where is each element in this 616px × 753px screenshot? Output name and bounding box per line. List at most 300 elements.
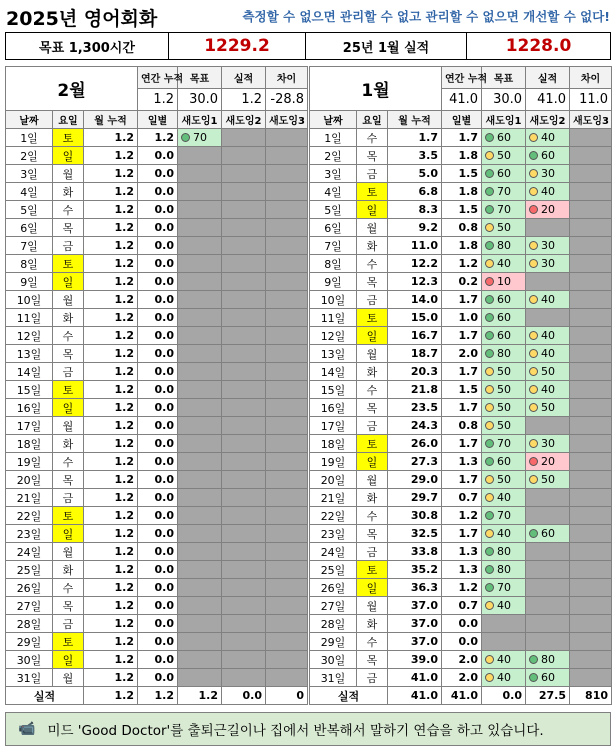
daily-hours-cell: 1.7 — [442, 291, 482, 309]
table-row — [6, 615, 308, 633]
weekday-cell: 목 — [357, 147, 388, 165]
weekday-cell: 수 — [357, 507, 388, 525]
shadowing2-cell — [222, 345, 266, 363]
date-cell: 29일 — [6, 633, 53, 651]
score-indicator-icon — [485, 457, 494, 466]
shadowing2-cell — [222, 669, 266, 687]
score-value: 50 — [497, 149, 512, 162]
shadowing1-cell — [178, 435, 222, 453]
shadowing3-cell — [266, 147, 308, 165]
shadowing2-cell — [526, 453, 570, 471]
shadowing2-cell — [222, 273, 266, 291]
score-indicator-icon — [485, 367, 494, 376]
monthly-cumulative-cell: 29.0 — [388, 471, 442, 489]
shadowing3-cell — [266, 345, 308, 363]
weekday-cell: 일 — [357, 327, 388, 345]
weekday-cell: 수 — [53, 579, 84, 597]
table-row — [310, 525, 612, 543]
daily-hours-cell: 1.2 — [442, 255, 482, 273]
score-value: 40 — [497, 527, 512, 540]
date-cell: 15일 — [6, 381, 53, 399]
monthly-cumulative-cell: 1.2 — [84, 453, 138, 471]
shadowing2-cell — [526, 291, 570, 309]
score-indicator-icon — [485, 655, 494, 664]
weekday-cell: 화 — [53, 183, 84, 201]
monthly-cumulative-cell: 20.3 — [388, 363, 442, 381]
date-cell: 9일 — [6, 273, 53, 291]
shadowing1-cell — [178, 201, 222, 219]
weekday-cell: 금 — [53, 237, 84, 255]
shadowing2-cell — [222, 543, 266, 561]
shadowing3-cell — [266, 129, 308, 147]
total-row — [310, 687, 612, 705]
table-row — [310, 147, 612, 165]
monthly-cumulative-cell: 1.2 — [84, 291, 138, 309]
date-cell: 14일 — [310, 363, 357, 381]
monthly-cumulative-cell: 3.5 — [388, 147, 442, 165]
column-header: 새도잉1 — [178, 111, 222, 129]
daily-hours-cell: 0.0 — [138, 579, 178, 597]
daily-hours-cell: 0.0 — [138, 597, 178, 615]
shadowing2-cell — [222, 237, 266, 255]
shadowing3-cell — [570, 543, 612, 561]
shadowing3-cell — [266, 561, 308, 579]
daily-hours-cell: 0.0 — [138, 345, 178, 363]
shadowing1-cell — [482, 507, 526, 525]
score-value: 40 — [541, 185, 556, 198]
table-row — [6, 237, 308, 255]
date-cell: 27일 — [6, 597, 53, 615]
shadowing2-cell — [526, 273, 570, 291]
date-cell: 8일 — [310, 255, 357, 273]
score-value: 50 — [497, 401, 512, 414]
score-indicator-icon — [485, 385, 494, 394]
daily-hours-cell: 0.8 — [442, 417, 482, 435]
table-row — [6, 291, 308, 309]
weekday-cell: 토 — [357, 561, 388, 579]
daily-hours-cell: 0.0 — [138, 525, 178, 543]
date-cell: 31일 — [310, 669, 357, 687]
score-indicator-icon — [529, 241, 538, 250]
table-row — [310, 309, 612, 327]
summary-label: 차이 — [570, 67, 612, 89]
shadowing3-cell — [570, 129, 612, 147]
date-cell: 19일 — [6, 453, 53, 471]
score-value: 30 — [541, 257, 556, 270]
shadowing1-cell — [482, 633, 526, 651]
column-header: 일별 — [442, 111, 482, 129]
shadowing2-cell — [222, 417, 266, 435]
shadowing2-cell — [526, 489, 570, 507]
score-indicator-icon — [485, 583, 494, 592]
score-indicator-icon — [181, 133, 190, 142]
weekday-cell: 토 — [53, 129, 84, 147]
score-indicator-icon — [485, 529, 494, 538]
score-indicator-icon — [485, 169, 494, 178]
weekday-cell: 월 — [53, 669, 84, 687]
score-value: 50 — [497, 419, 512, 432]
table-row — [310, 633, 612, 651]
score-value: 50 — [541, 401, 556, 414]
shadowing2-cell — [526, 345, 570, 363]
shadowing1-cell — [178, 399, 222, 417]
score-indicator-icon — [485, 313, 494, 322]
table-row — [6, 579, 308, 597]
column-header: 날짜 — [310, 111, 357, 129]
monthly-cumulative-cell: 15.0 — [388, 309, 442, 327]
shadowing3-cell — [570, 417, 612, 435]
daily-hours-cell: 2.0 — [442, 345, 482, 363]
month-title: 2월 — [6, 67, 138, 111]
shadowing3-cell — [266, 417, 308, 435]
date-cell: 25일 — [6, 561, 53, 579]
shadowing2-cell — [222, 291, 266, 309]
score-indicator-icon — [485, 151, 494, 160]
score-value: 60 — [541, 671, 556, 684]
score-indicator-icon — [485, 673, 494, 682]
shadowing2-cell — [222, 399, 266, 417]
table-row — [310, 363, 612, 381]
shadowing3-cell — [266, 435, 308, 453]
shadowing2-cell — [526, 525, 570, 543]
monthly-cumulative-cell: 1.2 — [84, 273, 138, 291]
column-header: 요일 — [53, 111, 84, 129]
summary-label: 목표 — [482, 67, 526, 89]
shadowing2-cell — [222, 309, 266, 327]
table-row — [6, 417, 308, 435]
daily-hours-cell: 0.0 — [442, 615, 482, 633]
shadowing2-cell — [526, 147, 570, 165]
table-row — [6, 255, 308, 273]
date-cell: 3일 — [310, 165, 357, 183]
score-indicator-icon — [529, 475, 538, 484]
score-indicator-icon — [529, 403, 538, 412]
shadowing1-cell — [482, 435, 526, 453]
shadowing3-cell — [570, 183, 612, 201]
score-indicator-icon — [485, 493, 494, 502]
shadowing3-cell — [266, 363, 308, 381]
daily-hours-cell: 1.7 — [442, 399, 482, 417]
weekday-cell: 월 — [357, 597, 388, 615]
weekday-cell: 토 — [53, 507, 84, 525]
shadowing3-cell — [266, 453, 308, 471]
weekday-cell: 금 — [53, 489, 84, 507]
daily-hours-cell: 0.0 — [442, 633, 482, 651]
score-value: 10 — [497, 275, 512, 288]
monthly-cumulative-cell: 30.8 — [388, 507, 442, 525]
shadowing2-cell — [222, 435, 266, 453]
score-value: 50 — [541, 365, 556, 378]
daily-hours-cell: 1.8 — [442, 147, 482, 165]
weekday-cell: 일 — [53, 525, 84, 543]
summary-label: 실적 — [526, 67, 570, 89]
column-header: 새도잉3 — [570, 111, 612, 129]
score-value: 20 — [541, 203, 556, 216]
date-cell: 24일 — [6, 543, 53, 561]
shadowing2-cell — [222, 381, 266, 399]
score-indicator-icon — [529, 385, 538, 394]
monthly-cumulative-cell: 11.0 — [388, 237, 442, 255]
monthly-cumulative-cell: 12.2 — [388, 255, 442, 273]
shadowing3-cell — [266, 381, 308, 399]
daily-hours-cell: 0.7 — [442, 597, 482, 615]
shadowing2-cell — [526, 633, 570, 651]
shadowing2-cell — [222, 615, 266, 633]
monthly-cumulative-cell: 1.2 — [84, 399, 138, 417]
column-header: 새도잉1 — [482, 111, 526, 129]
table-row — [310, 219, 612, 237]
date-cell: 18일 — [310, 435, 357, 453]
score-indicator-icon — [529, 673, 538, 682]
shadowing3-cell — [570, 435, 612, 453]
date-cell: 28일 — [6, 615, 53, 633]
score-value: 40 — [497, 491, 512, 504]
shadowing3-cell — [266, 255, 308, 273]
total-value: 27.5 — [526, 687, 570, 705]
shadowing3-cell — [266, 489, 308, 507]
monthly-cumulative-cell: 37.0 — [388, 615, 442, 633]
shadowing1-cell — [178, 525, 222, 543]
shadowing3-cell — [570, 219, 612, 237]
monthly-cumulative-cell: 1.2 — [84, 165, 138, 183]
daily-hours-cell: 1.2 — [442, 507, 482, 525]
shadowing2-cell — [526, 399, 570, 417]
daily-hours-cell: 1.7 — [442, 525, 482, 543]
date-cell: 20일 — [310, 471, 357, 489]
score-value: 80 — [541, 653, 556, 666]
date-cell: 6일 — [310, 219, 357, 237]
table-row — [310, 381, 612, 399]
daily-hours-cell: 1.7 — [442, 327, 482, 345]
monthly-cumulative-cell: 8.3 — [388, 201, 442, 219]
shadowing3-cell — [266, 471, 308, 489]
shadowing3-cell — [570, 201, 612, 219]
score-value: 60 — [497, 131, 512, 144]
shadowing3-cell — [266, 327, 308, 345]
date-cell: 5일 — [310, 201, 357, 219]
weekday-cell: 화 — [357, 615, 388, 633]
column-header: 월 누적 — [84, 111, 138, 129]
score-indicator-icon — [529, 205, 538, 214]
score-indicator-icon — [529, 331, 538, 340]
shadowing3-cell — [266, 201, 308, 219]
monthly-cumulative-cell: 1.2 — [84, 345, 138, 363]
weekday-cell: 목 — [53, 597, 84, 615]
score-indicator-icon — [529, 133, 538, 142]
shadowing3-cell — [570, 579, 612, 597]
shadowing3-cell — [570, 651, 612, 669]
shadowing2-cell — [526, 543, 570, 561]
date-cell: 16일 — [310, 399, 357, 417]
score-value: 40 — [497, 671, 512, 684]
weekday-cell: 목 — [53, 471, 84, 489]
score-value: 50 — [497, 383, 512, 396]
summary-value: 11.0 — [570, 89, 612, 111]
shadowing3-cell — [266, 579, 308, 597]
table-row — [310, 237, 612, 255]
score-value: 30 — [541, 167, 556, 180]
total-value: 1.2 — [84, 687, 138, 705]
shadowing1-cell — [482, 165, 526, 183]
weekday-cell: 일 — [357, 201, 388, 219]
daily-hours-cell: 1.2 — [442, 579, 482, 597]
shadowing2-cell — [526, 651, 570, 669]
shadowing2-cell — [222, 219, 266, 237]
shadowing3-cell — [266, 219, 308, 237]
shadowing1-cell — [178, 183, 222, 201]
daily-hours-cell: 1.2 — [138, 129, 178, 147]
score-value: 60 — [497, 167, 512, 180]
shadowing3-cell — [570, 507, 612, 525]
shadowing1-cell — [482, 183, 526, 201]
monthly-cumulative-cell: 1.2 — [84, 363, 138, 381]
monthly-cumulative-cell: 16.7 — [388, 327, 442, 345]
shadowing2-cell — [526, 417, 570, 435]
table-row — [310, 399, 612, 417]
table-row — [310, 453, 612, 471]
shadowing3-cell — [570, 561, 612, 579]
score-indicator-icon — [485, 295, 494, 304]
footer-text: 미드 'Good Doctor'를 출퇴근길이나 집에서 반복해서 말하기 연습을 하고 있습니다. — [47, 723, 544, 739]
date-cell: 10일 — [310, 291, 357, 309]
daily-hours-cell: 0.0 — [138, 669, 178, 687]
score-value: 40 — [497, 599, 512, 612]
table-row — [310, 489, 612, 507]
monthly-cumulative-cell: 1.2 — [84, 471, 138, 489]
shadowing3-cell — [570, 237, 612, 255]
score-value: 70 — [497, 581, 512, 594]
date-cell: 17일 — [310, 417, 357, 435]
score-value: 50 — [497, 221, 512, 234]
weekday-cell: 월 — [53, 417, 84, 435]
date-cell: 12일 — [310, 327, 357, 345]
column-header: 새도잉2 — [222, 111, 266, 129]
weekday-cell: 토 — [357, 309, 388, 327]
slogan: 측정할 수 없으면 관리할 수 없고 관리할 수 없으면 개선할 수 없다! — [242, 9, 610, 24]
monthly-cumulative-cell: 18.7 — [388, 345, 442, 363]
table-row — [6, 363, 308, 381]
column-header: 날짜 — [6, 111, 53, 129]
daily-hours-cell: 0.0 — [138, 291, 178, 309]
summary-bar — [5, 32, 611, 60]
score-value: 40 — [541, 131, 556, 144]
score-indicator-icon — [485, 403, 494, 412]
shadowing1-cell — [482, 489, 526, 507]
shadowing3-cell — [266, 399, 308, 417]
column-header: 새도잉2 — [526, 111, 570, 129]
table-row — [310, 129, 612, 147]
monthly-cumulative-cell: 1.2 — [84, 489, 138, 507]
date-cell: 13일 — [6, 345, 53, 363]
daily-hours-cell: 0.0 — [138, 273, 178, 291]
date-cell: 7일 — [310, 237, 357, 255]
table-row — [6, 507, 308, 525]
shadowing1-cell — [482, 327, 526, 345]
table-row — [6, 183, 308, 201]
score-indicator-icon — [485, 475, 494, 484]
shadowing3-cell — [266, 597, 308, 615]
score-value: 70 — [193, 131, 208, 144]
date-cell: 23일 — [310, 525, 357, 543]
table-row — [6, 435, 308, 453]
shadowing3-cell — [266, 273, 308, 291]
daily-hours-cell: 0.0 — [138, 309, 178, 327]
shadowing3-cell — [570, 345, 612, 363]
score-value: 70 — [497, 509, 512, 522]
shadowing3-cell — [570, 597, 612, 615]
shadowing3-cell — [266, 669, 308, 687]
table-row — [6, 633, 308, 651]
table-row — [6, 471, 308, 489]
shadowing2-cell — [526, 381, 570, 399]
monthly-cumulative-cell: 33.8 — [388, 543, 442, 561]
score-indicator-icon — [529, 439, 538, 448]
score-value: 70 — [497, 185, 512, 198]
weekday-cell: 일 — [53, 147, 84, 165]
score-indicator-icon — [529, 295, 538, 304]
table-row — [6, 345, 308, 363]
table-row — [6, 219, 308, 237]
total-label: 실적 — [310, 687, 388, 705]
monthly-cumulative-cell: 37.0 — [388, 633, 442, 651]
shadowing2-cell — [222, 183, 266, 201]
date-cell: 21일 — [6, 489, 53, 507]
shadowing1-cell — [482, 381, 526, 399]
shadowing1-cell — [178, 237, 222, 255]
score-value: 50 — [497, 365, 512, 378]
shadowing2-cell — [526, 471, 570, 489]
date-cell: 22일 — [6, 507, 53, 525]
monthly-cumulative-cell: 1.2 — [84, 525, 138, 543]
shadowing1-cell — [482, 273, 526, 291]
shadowing1-cell — [178, 363, 222, 381]
weekday-cell: 수 — [357, 255, 388, 273]
total-value: 0.0 — [482, 687, 526, 705]
total-value: 1.2 — [178, 687, 222, 705]
weekday-cell: 월 — [53, 543, 84, 561]
monthly-cumulative-cell: 1.2 — [84, 237, 138, 255]
daily-hours-cell: 0.0 — [138, 561, 178, 579]
shadowing3-cell — [570, 381, 612, 399]
table-row — [310, 507, 612, 525]
shadowing3-cell — [570, 471, 612, 489]
weekday-cell: 화 — [357, 363, 388, 381]
shadowing1-cell — [482, 399, 526, 417]
daily-hours-cell: 1.5 — [442, 201, 482, 219]
shadowing2-cell — [526, 183, 570, 201]
shadowing1-cell — [178, 615, 222, 633]
weekday-cell: 월 — [53, 291, 84, 309]
monthly-cumulative-cell: 1.2 — [84, 615, 138, 633]
shadowing2-cell — [526, 129, 570, 147]
shadowing2-cell — [222, 597, 266, 615]
column-header-row — [310, 111, 612, 129]
daily-hours-cell: 1.8 — [442, 183, 482, 201]
monthly-cumulative-cell: 26.0 — [388, 435, 442, 453]
shadowing1-cell — [178, 327, 222, 345]
date-cell: 11일 — [6, 309, 53, 327]
shadowing3-cell — [570, 489, 612, 507]
shadowing2-cell — [526, 219, 570, 237]
summary-label: 연간 누적 — [442, 67, 482, 89]
shadowing2-cell — [222, 507, 266, 525]
shadowing3-cell — [570, 615, 612, 633]
shadowing2-cell — [222, 525, 266, 543]
date-cell: 23일 — [6, 525, 53, 543]
daily-hours-cell: 0.8 — [442, 219, 482, 237]
monthly-cumulative-cell: 1.2 — [84, 651, 138, 669]
table-row — [6, 165, 308, 183]
